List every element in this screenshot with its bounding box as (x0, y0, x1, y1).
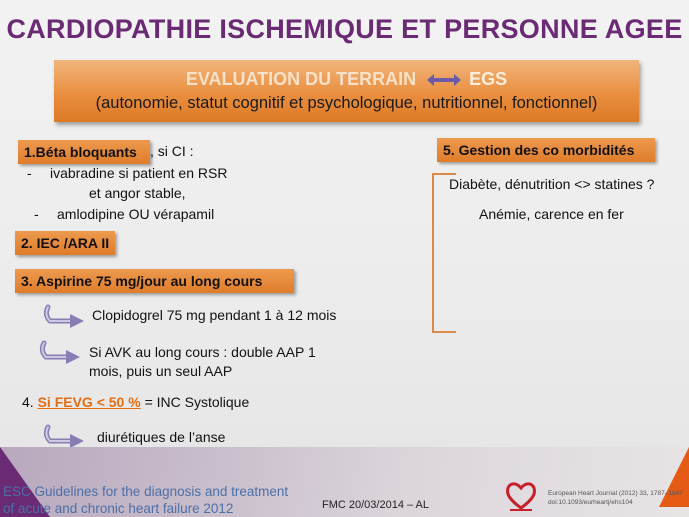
banner-right-text: EGS (469, 69, 508, 89)
avk-text-line1: Si AVK au long cours : double AAP 1 (89, 344, 316, 360)
esc-line1: ESC Guidelines for the diagnosis and treatment (3, 484, 289, 499)
diuretiques-text: diurétiques de l’anse (97, 429, 226, 445)
beta-bloquants-suffix: , si CI : (150, 143, 194, 159)
beta-bloquants-heading: 1.Béta bloquants (18, 140, 150, 164)
esc-guidelines-caption (3, 483, 288, 517)
bullet-dash: - (27, 165, 32, 181)
journal-ref-line1: European Heart Journal (2012) 33, 1787–1847 (548, 490, 683, 497)
fevg-suffix: = INC Systolique (140, 394, 250, 410)
esc-heart-logo (504, 480, 538, 517)
journal-reference (548, 489, 683, 507)
fevg-highlight: Si FEVG < 50 % (37, 394, 141, 410)
comorbidites-line2: Anémie, carence en fer (479, 206, 624, 222)
curved-arrow-icon (42, 302, 88, 333)
banner-heading (54, 69, 639, 91)
aspirine-heading: 3. Aspirine 75 mg/jour au long cours (15, 269, 294, 293)
fevg-line (22, 394, 249, 410)
banner-subtitle: (autonomie, statut cognitif et psychologique, nutritionnel, fonctionnel) (95, 94, 598, 112)
ivabradine-text: ivabradine si patient en RSR (50, 165, 228, 181)
banner-left-text: EVALUATION DU TERRAIN (185, 69, 417, 89)
bracket-divider (432, 173, 456, 333)
avk-text-line2: mois, puis un seul AAP (89, 363, 233, 379)
bullet-dash: - (34, 206, 39, 222)
fevg-number: 4. (22, 394, 34, 410)
angor-text: et angor stable, (89, 185, 186, 201)
double-arrow-icon (427, 70, 461, 91)
iec-ara-heading: 2. IEC /ARA II (15, 231, 115, 255)
curved-arrow-icon (38, 338, 84, 369)
journal-ref-line2: doi:10.1093/eurheartj/ehs104 (548, 499, 633, 506)
evaluation-banner (54, 60, 639, 122)
fmc-date: FMC 20/03/2014 – AL (322, 499, 430, 511)
esc-line2: of acute and chronic heart failure 2012 (3, 501, 234, 516)
clopidogrel-text: Clopidogrel 75 mg pendant 1 à 12 mois (92, 307, 337, 323)
comorbidites-line1: Diabète, dénutrition <> statines ? (449, 176, 655, 192)
slide-title: CARDIOPATHIE ISCHEMIQUE ET PERSONNE AGEE (6, 14, 683, 44)
comorbidites-heading: 5. Gestion des co morbidités (437, 138, 655, 162)
amlodipine-text: amlodipine OU vérapamil (57, 206, 215, 222)
